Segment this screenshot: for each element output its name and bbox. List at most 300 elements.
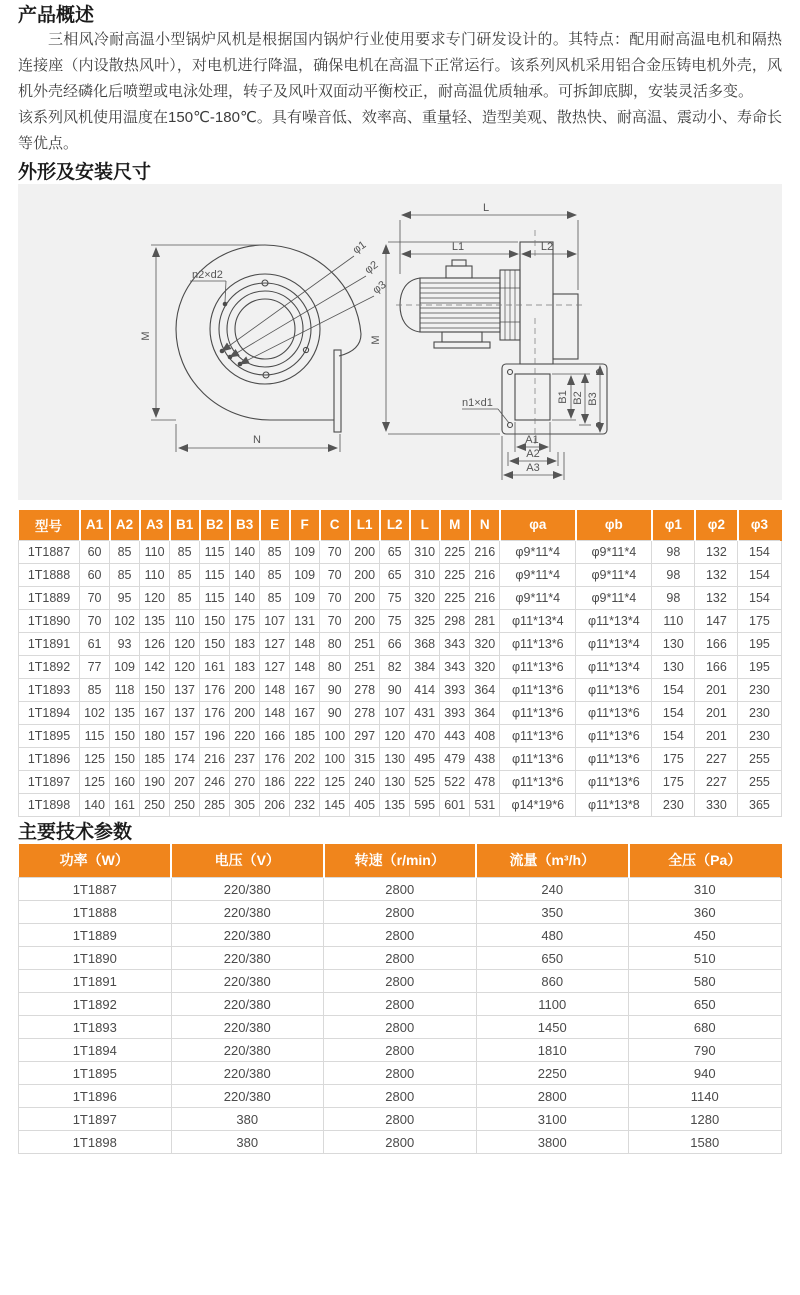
params-title: 主要技术参数 (18, 821, 133, 843)
table-cell: 222 (290, 770, 320, 793)
table-cell: 196 (200, 724, 230, 747)
front-m-label: M (140, 331, 152, 341)
table-cell: 2800 (324, 1062, 477, 1085)
table-cell: 176 (260, 747, 290, 770)
table-cell: 82 (380, 655, 410, 678)
table-cell: 132 (695, 563, 738, 586)
table-cell: 2800 (324, 970, 477, 993)
table-row (19, 701, 782, 724)
column-header: φ3 (738, 510, 781, 540)
table-cell: 285 (200, 793, 230, 816)
table-cell: 77 (80, 655, 110, 678)
overview-paragraph-2: 该系列风机使用温度在150℃-180℃。具有噪音低、效率高、重量轻、造型美观、散热快、耐高温、震动小、寿命长等优点。 (18, 109, 782, 152)
front-phi3-label: φ3 (370, 278, 389, 297)
table-cell: 1T1895 (19, 724, 80, 747)
table-cell: 85 (170, 540, 200, 563)
table-cell: 320 (470, 632, 500, 655)
table-cell: 237 (230, 747, 260, 770)
table-row (19, 1039, 782, 1062)
table-cell: φ11*13*6 (576, 747, 652, 770)
table-cell: 1810 (476, 1039, 629, 1062)
table-cell: 438 (470, 747, 500, 770)
table-cell: 650 (629, 993, 782, 1016)
table-cell: 580 (629, 970, 782, 993)
table-cell: 3800 (476, 1131, 629, 1154)
table-cell: 1T1887 (19, 540, 80, 563)
table-row (19, 678, 782, 701)
table-cell: 107 (260, 609, 290, 632)
table-cell: 220/380 (171, 924, 324, 947)
table-cell: 2800 (324, 1039, 477, 1062)
table-cell: 305 (230, 793, 260, 816)
table-cell: 200 (230, 678, 260, 701)
table-cell: 227 (695, 747, 738, 770)
table-cell: 1T1898 (19, 793, 80, 816)
column-header: 全压（Pa） (629, 844, 782, 878)
params-table-head (19, 844, 782, 878)
table-cell: 174 (170, 747, 200, 770)
header-row (19, 844, 782, 878)
table-cell: 65 (380, 563, 410, 586)
table-cell: 1T1889 (19, 924, 172, 947)
column-header: B1 (170, 510, 200, 540)
table-cell: 220/380 (171, 947, 324, 970)
table-cell: 1T1893 (19, 678, 80, 701)
table-cell: 200 (350, 540, 380, 563)
table-cell: 227 (695, 770, 738, 793)
table-cell: 70 (320, 586, 350, 609)
table-cell: 1T1891 (19, 632, 80, 655)
table-row (19, 747, 782, 770)
table-cell: 225 (440, 563, 470, 586)
table-cell: 2800 (324, 1085, 477, 1108)
column-header: M (440, 510, 470, 540)
column-header: L (410, 510, 440, 540)
table-cell: 110 (140, 540, 170, 563)
table-cell: 380 (171, 1108, 324, 1131)
table-cell: 1140 (629, 1085, 782, 1108)
table-row (19, 947, 782, 970)
table-cell: 216 (200, 747, 230, 770)
table-cell: 1T1894 (19, 701, 80, 724)
table-cell: 1T1891 (19, 970, 172, 993)
table-cell: 531 (470, 793, 500, 816)
table-cell: 1T1895 (19, 1062, 172, 1085)
column-header: F (290, 510, 320, 540)
table-cell: 95 (110, 586, 140, 609)
table-cell: 85 (110, 540, 140, 563)
dimensions-title: 外形及安装尺寸 (18, 162, 152, 183)
table-cell: 315 (350, 747, 380, 770)
column-header: 转速（r/min） (324, 844, 477, 878)
table-cell: 130 (380, 747, 410, 770)
table-cell: 310 (410, 540, 440, 563)
column-header: 功率（W） (19, 844, 172, 878)
table-cell: 176 (200, 701, 230, 724)
side-holes-label: n1×d1 (462, 397, 493, 409)
table-cell: 110 (140, 563, 170, 586)
table-cell: 1T1889 (19, 586, 80, 609)
table-row (19, 770, 782, 793)
table-cell: 2800 (476, 1085, 629, 1108)
table-cell: 65 (380, 540, 410, 563)
column-header: L2 (380, 510, 410, 540)
table-cell: 118 (110, 678, 140, 701)
side-a1-label: A1 (525, 434, 539, 446)
table-cell: 2800 (324, 878, 477, 901)
column-header: φb (576, 510, 652, 540)
table-cell: 102 (80, 701, 110, 724)
table-cell: φ11*13*6 (576, 724, 652, 747)
table-cell: 470 (410, 724, 440, 747)
table-cell: 175 (230, 609, 260, 632)
table-cell: 175 (652, 747, 695, 770)
table-cell: 166 (695, 655, 738, 678)
table-cell: 98 (652, 563, 695, 586)
table-cell: 147 (695, 609, 738, 632)
table-cell: 408 (470, 724, 500, 747)
table-cell: 201 (695, 724, 738, 747)
table-cell: 1T1888 (19, 901, 172, 924)
table-cell: 70 (80, 609, 110, 632)
table-cell: 246 (200, 770, 230, 793)
table-cell: 216 (470, 586, 500, 609)
table-cell: 60 (80, 540, 110, 563)
table-cell: 70 (320, 563, 350, 586)
table-cell: φ14*19*6 (500, 793, 576, 816)
table-cell: φ11*13*4 (576, 632, 652, 655)
table-cell: 281 (470, 609, 500, 632)
side-b3-label: B3 (587, 392, 599, 406)
front-phi1-label: φ1 (350, 238, 369, 257)
table-cell: 148 (290, 632, 320, 655)
table-cell: 2250 (476, 1062, 629, 1085)
table-cell: 175 (652, 770, 695, 793)
table-cell: 90 (380, 678, 410, 701)
table-cell: 2800 (324, 1016, 477, 1039)
table-cell: 148 (290, 655, 320, 678)
table-cell: 131 (290, 609, 320, 632)
table-cell: 216 (470, 563, 500, 586)
table-cell: 368 (410, 632, 440, 655)
table-cell: 220/380 (171, 1039, 324, 1062)
table-cell: 70 (320, 540, 350, 563)
front-holes-label: n2×d2 (192, 269, 223, 281)
table-cell: 225 (440, 586, 470, 609)
table-row (19, 563, 782, 586)
table-cell: 380 (171, 1131, 324, 1154)
table-cell: 185 (290, 724, 320, 747)
table-cell: 109 (290, 540, 320, 563)
table-cell: 384 (410, 655, 440, 678)
front-phi2-label: φ2 (362, 258, 381, 277)
table-row (19, 655, 782, 678)
table-cell: 200 (230, 701, 260, 724)
table-row (19, 1085, 782, 1108)
table-row (19, 901, 782, 924)
table-cell: 220/380 (171, 1016, 324, 1039)
table-cell: 85 (260, 586, 290, 609)
side-m-label: M (370, 335, 382, 345)
side-b2-label: B2 (572, 391, 584, 405)
table-cell: 115 (200, 563, 230, 586)
table-cell: 154 (652, 701, 695, 724)
table-cell: 183 (230, 655, 260, 678)
table-cell: 310 (629, 878, 782, 901)
table-cell: φ11*13*6 (500, 678, 576, 701)
table-cell: 343 (440, 632, 470, 655)
table-cell: φ9*11*4 (500, 540, 576, 563)
table-cell: 1580 (629, 1131, 782, 1154)
table-cell: φ9*11*4 (500, 563, 576, 586)
table-cell: 278 (350, 678, 380, 701)
column-header: N (470, 510, 500, 540)
table-cell: φ11*13*8 (576, 793, 652, 816)
table-cell: 220/380 (171, 901, 324, 924)
table-cell: 154 (738, 586, 781, 609)
table-cell: 255 (738, 770, 781, 793)
table-cell: 109 (110, 655, 140, 678)
side-l2-label: L2 (540, 241, 554, 253)
table-cell: 255 (738, 747, 781, 770)
table-cell: 140 (230, 540, 260, 563)
table-cell: 150 (110, 747, 140, 770)
table-cell: 66 (380, 632, 410, 655)
column-header: φ2 (695, 510, 738, 540)
table-cell: φ11*13*6 (500, 747, 576, 770)
table-cell: 183 (230, 632, 260, 655)
table-cell: 650 (476, 947, 629, 970)
table-cell: 140 (230, 586, 260, 609)
table-cell: 414 (410, 678, 440, 701)
table-cell: 154 (738, 563, 781, 586)
column-header: A1 (80, 510, 110, 540)
table-cell: 186 (260, 770, 290, 793)
table-cell: 525 (410, 770, 440, 793)
table-cell: φ11*13*4 (576, 609, 652, 632)
table-cell: 320 (410, 586, 440, 609)
table-cell: 206 (260, 793, 290, 816)
table-cell: φ9*11*4 (576, 586, 652, 609)
table-cell: 154 (652, 678, 695, 701)
overview-text (18, 27, 782, 157)
table-cell: 140 (80, 793, 110, 816)
table-cell: 364 (470, 701, 500, 724)
table-cell: 135 (380, 793, 410, 816)
table-cell: 148 (260, 701, 290, 724)
table-cell: 120 (140, 586, 170, 609)
table-cell: 157 (170, 724, 200, 747)
table-cell: 405 (350, 793, 380, 816)
table-cell: 125 (80, 770, 110, 793)
table-row (19, 609, 782, 632)
table-cell: 207 (170, 770, 200, 793)
table-cell: 109 (290, 586, 320, 609)
table-cell: 166 (695, 632, 738, 655)
column-header: B2 (200, 510, 230, 540)
table-row (19, 793, 782, 816)
table-cell: 2800 (324, 1131, 477, 1154)
table-cell: 135 (140, 609, 170, 632)
table-cell: 230 (738, 678, 781, 701)
table-cell: 2800 (324, 1108, 477, 1131)
table-cell: 167 (140, 701, 170, 724)
table-cell: 127 (260, 655, 290, 678)
table-cell: 330 (695, 793, 738, 816)
table-cell: 98 (652, 540, 695, 563)
table-cell: 85 (110, 563, 140, 586)
table-cell: 85 (260, 540, 290, 563)
table-cell: 2800 (324, 993, 477, 1016)
table-cell: 1T1894 (19, 1039, 172, 1062)
table-cell: 450 (629, 924, 782, 947)
table-cell: 150 (200, 609, 230, 632)
table-cell: 240 (350, 770, 380, 793)
table-cell: 230 (738, 701, 781, 724)
table-cell: 232 (290, 793, 320, 816)
column-header: 电压（V） (171, 844, 324, 878)
table-cell: 479 (440, 747, 470, 770)
table-cell: 132 (695, 540, 738, 563)
table-cell: 601 (440, 793, 470, 816)
table-cell: 75 (380, 586, 410, 609)
column-header: 流量（m³/h） (476, 844, 629, 878)
table-cell: 100 (320, 724, 350, 747)
table-cell: 270 (230, 770, 260, 793)
table-cell: 61 (80, 632, 110, 655)
table-cell: 130 (652, 655, 695, 678)
table-row (19, 970, 782, 993)
column-header: L1 (350, 510, 380, 540)
table-cell: 115 (200, 540, 230, 563)
table-row (19, 540, 782, 563)
table-cell: 120 (380, 724, 410, 747)
table-cell: 1T1890 (19, 609, 80, 632)
side-l1-label: L1 (451, 241, 465, 253)
table-cell: φ11*13*6 (576, 678, 652, 701)
table-cell: 75 (380, 609, 410, 632)
table-cell: 1450 (476, 1016, 629, 1039)
column-header: A3 (140, 510, 170, 540)
header-row (19, 510, 782, 540)
table-cell: 443 (440, 724, 470, 747)
table-cell: 195 (738, 632, 781, 655)
table-cell: 137 (170, 678, 200, 701)
table-cell: 1T1892 (19, 993, 172, 1016)
table-cell: 2800 (324, 924, 477, 947)
table-cell: 1T1897 (19, 1108, 172, 1131)
table-cell: 110 (652, 609, 695, 632)
table-row (19, 1131, 782, 1154)
table-cell: 1280 (629, 1108, 782, 1131)
dimension-table (18, 510, 782, 817)
table-cell: 126 (140, 632, 170, 655)
column-header: φa (500, 510, 576, 540)
table-cell: 680 (629, 1016, 782, 1039)
table-cell: 343 (440, 655, 470, 678)
table-cell: 251 (350, 655, 380, 678)
table-cell: φ11*13*6 (500, 724, 576, 747)
overview-title: 产品概述 (18, 5, 95, 26)
table-cell: 201 (695, 701, 738, 724)
table-cell: 278 (350, 701, 380, 724)
table-cell: 2800 (324, 947, 477, 970)
table-cell: 3100 (476, 1108, 629, 1131)
table-cell: 130 (652, 632, 695, 655)
table-cell: φ9*11*4 (500, 586, 576, 609)
table-cell: 1T1893 (19, 1016, 172, 1039)
table-cell: 154 (738, 540, 781, 563)
table-cell: 100 (320, 747, 350, 770)
side-a2-label: A2 (526, 448, 540, 460)
table-cell: 98 (652, 586, 695, 609)
table-cell: 360 (629, 901, 782, 924)
table-cell: 80 (320, 632, 350, 655)
table-cell: 160 (110, 770, 140, 793)
table-cell: 1T1887 (19, 878, 172, 901)
table-cell: 115 (200, 586, 230, 609)
table-cell: φ9*11*4 (576, 563, 652, 586)
table-cell: 115 (80, 724, 110, 747)
table-cell: 480 (476, 924, 629, 947)
table-cell: 60 (80, 563, 110, 586)
table-cell: φ11*13*6 (500, 632, 576, 655)
side-a3-label: A3 (526, 462, 540, 474)
table-cell: 120 (170, 655, 200, 678)
table-cell: 350 (476, 901, 629, 924)
table-cell: 85 (170, 586, 200, 609)
table-cell: φ9*11*4 (576, 540, 652, 563)
table-cell: φ11*13*6 (500, 655, 576, 678)
params-table-body (19, 878, 782, 1154)
table-cell: 154 (652, 724, 695, 747)
table-cell: 1T1897 (19, 770, 80, 793)
side-b1-label: B1 (557, 390, 569, 404)
table-row (19, 1016, 782, 1039)
table-cell: 790 (629, 1039, 782, 1062)
table-cell: 167 (290, 701, 320, 724)
table-cell: 127 (260, 632, 290, 655)
table-cell: 393 (440, 701, 470, 724)
table-cell: 90 (320, 678, 350, 701)
front-n-label: N (253, 434, 261, 446)
table-row (19, 993, 782, 1016)
table-cell: 125 (80, 747, 110, 770)
table-cell: 200 (350, 563, 380, 586)
table-cell: 132 (695, 586, 738, 609)
table-cell: 216 (470, 540, 500, 563)
table-cell: 185 (140, 747, 170, 770)
table-cell: 140 (230, 563, 260, 586)
dimension-drawing (18, 184, 782, 500)
dimension-table-body (19, 540, 782, 816)
table-cell: 137 (170, 701, 200, 724)
table-cell: 107 (380, 701, 410, 724)
table-cell: 220/380 (171, 1062, 324, 1085)
table-cell: 250 (170, 793, 200, 816)
table-cell: 150 (110, 724, 140, 747)
dimension-table-head (19, 510, 782, 540)
table-cell: 250 (140, 793, 170, 816)
table-cell: 251 (350, 632, 380, 655)
table-cell: 148 (260, 678, 290, 701)
table-cell: 70 (80, 586, 110, 609)
table-cell: 200 (350, 609, 380, 632)
table-cell: 365 (738, 793, 781, 816)
table-cell: 85 (260, 563, 290, 586)
column-header: 型号 (19, 510, 80, 540)
table-cell: 220 (230, 724, 260, 747)
